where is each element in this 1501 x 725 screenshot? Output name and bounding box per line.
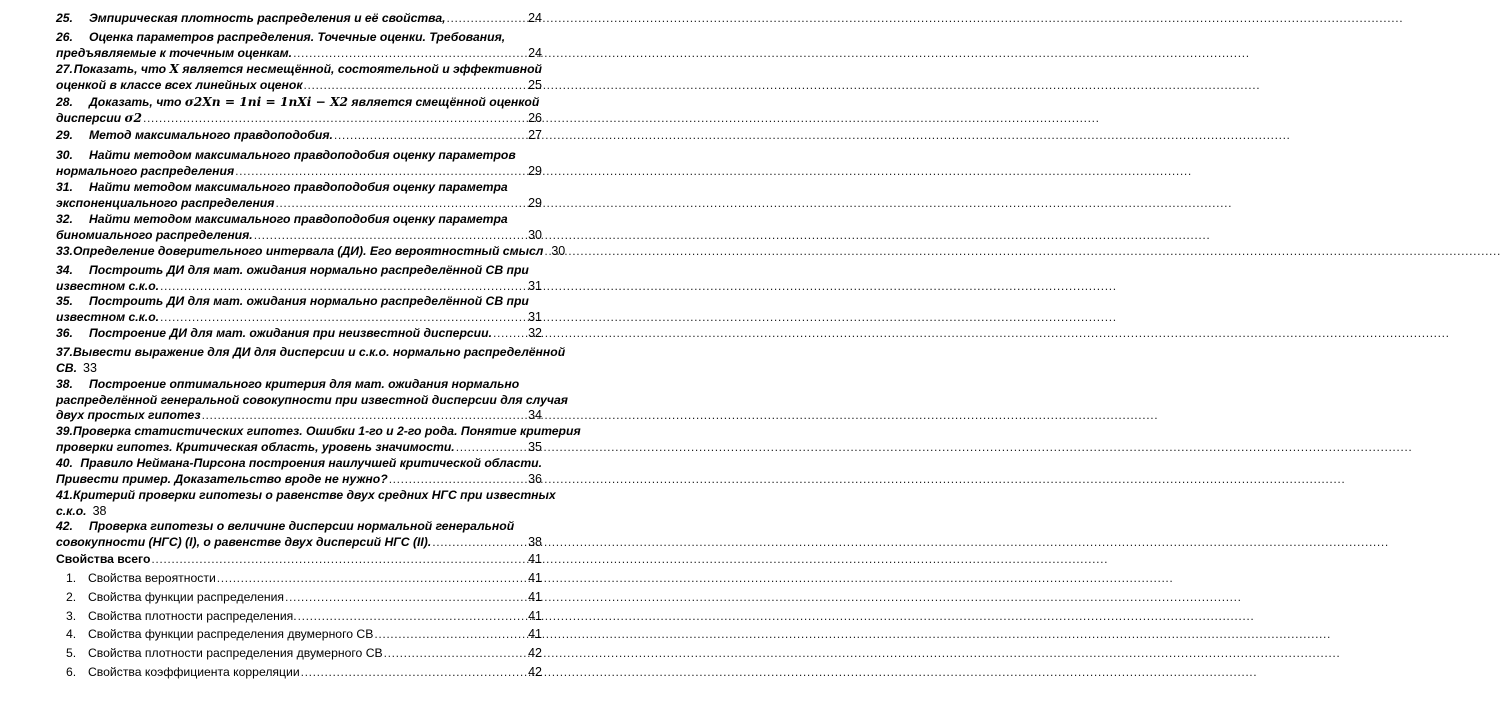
entry-title: Показать, что X является несмещённой, состоятельной и эффективной — [73, 62, 542, 76]
subitem-title: Свойства вероятности — [88, 571, 216, 585]
toc-entry-32[interactable] — [56, 212, 542, 243]
entry-title: Проверка гипотезы о величине дисперсии нормальной генеральной — [89, 519, 515, 533]
entry-page: 32 — [528, 326, 542, 340]
entry-title-cont: дисперсии σ2 — [56, 110, 142, 125]
entry-page: 35 — [528, 439, 542, 454]
entry-title-cont: распределённой генеральной совокупности при известной дисперсии для случая — [56, 392, 568, 407]
entry-title-cont: известном с.к.о. — [56, 309, 160, 324]
entry-page: 31 — [528, 309, 542, 324]
entry-number: 28. — [56, 95, 73, 109]
toc-entry-34[interactable] — [56, 263, 542, 294]
entry-number: 38. — [56, 377, 73, 391]
entry-title: Метод максимального правдоподобия. — [89, 128, 333, 142]
entry-title-cont: Привести пример. Доказательство вроде не нужно? — [56, 471, 388, 486]
entry-title-cont: предъявляемые к точечным оценкам. — [56, 45, 293, 60]
entry-page: 38 — [528, 534, 542, 549]
subitem-number: 1. — [66, 571, 77, 585]
subitem-page: 42 — [528, 646, 542, 660]
toc-entry-33[interactable] — [56, 244, 566, 260]
entry-title: Построение ДИ для мат. ожидания при неизвестной дисперсии. — [89, 326, 492, 340]
toc-subitem-5[interactable] — [66, 646, 542, 661]
toc-entry-28[interactable] — [56, 95, 542, 126]
toc-entry-29[interactable] — [56, 128, 542, 144]
subitem-title: Свойства функции распределения двумерного СВ — [88, 627, 374, 641]
entry-title-cont: совокупности (НГС) (I), о равенстве двух дисперсий НГС (II). — [56, 534, 432, 549]
entry-page: 29 — [528, 195, 542, 210]
toc-subitem-4[interactable] — [66, 627, 542, 642]
toc-entry-31[interactable] — [56, 180, 542, 211]
subitem-page: 41 — [528, 590, 542, 604]
toc-entry-37[interactable] — [56, 345, 566, 376]
entry-page: 36 — [528, 471, 542, 486]
toc-subitem-2[interactable] — [66, 590, 542, 605]
entry-title: Оценка параметров распределения. Точечные оценки. Требования, — [89, 30, 506, 44]
entry-page: 29 — [528, 163, 542, 178]
toc-entry-25[interactable] — [56, 11, 542, 27]
entry-page: 33 — [83, 360, 97, 375]
entry-number: 33. — [56, 244, 73, 258]
entry-title: Найти методом максимального правдоподобия оценку параметров — [89, 148, 516, 162]
entry-title-cont: нормального распределения — [56, 163, 235, 178]
entry-number: 29. — [56, 128, 73, 142]
entry-number: 27. — [56, 62, 73, 76]
math-variance-formula: σ2Xn = 1ni = 1nXi − X2 — [184, 95, 349, 109]
subitem-title: Свойства плотности распределения двумерного СВ — [88, 646, 383, 660]
entry-title: Вывести выражение для ДИ для дисперсии и с.к.о. нормально распределённой — [72, 345, 566, 359]
entry-number: 42. — [56, 519, 73, 533]
toc-subitem-3[interactable] — [66, 609, 542, 624]
entry-title-cont: проверки гипотез. Критическая область, уровень значимости. — [56, 439, 455, 454]
subitem-page: 41 — [528, 571, 542, 585]
toc-entry-27[interactable] — [56, 62, 542, 93]
toc-entry-39[interactable] — [56, 424, 581, 455]
toc-entry-42[interactable] — [56, 519, 542, 550]
entry-title-cont: с.к.о. — [56, 503, 87, 518]
math-x: X — [169, 62, 179, 76]
subitem-title: Свойства коэффициента корреляции — [88, 665, 300, 679]
subitem-page: 41 — [528, 627, 542, 641]
subitem-title: Свойства плотности распределения. — [88, 609, 297, 623]
entry-title: Определение доверительного интервала (ДИ). Его вероятностный смысл — [72, 244, 544, 258]
subitem-number: 6. — [66, 665, 77, 679]
entry-number: 31. — [56, 180, 73, 194]
toc-entry-26[interactable] — [56, 30, 542, 61]
toc-subitem-1[interactable] — [66, 571, 542, 586]
section-page: 41 — [528, 552, 542, 566]
section-title: Свойства всего — [56, 552, 151, 566]
entry-page: 34 — [528, 408, 542, 422]
entry-page: 38 — [92, 503, 107, 518]
entry-number: 37. — [56, 345, 73, 359]
toc-section-properties[interactable] — [56, 552, 542, 567]
toc-entry-38[interactable] — [56, 377, 568, 424]
entry-title: Правило Неймана-Пирсона построения наилучшей критической области. — [80, 456, 542, 470]
entry-number: 30. — [56, 148, 73, 162]
subitem-number: 4. — [66, 627, 77, 641]
entry-title: Проверка статистических гипотез. Ошибки 1-го и 2-го рода. Понятие критерия — [72, 424, 581, 438]
toc-entry-40[interactable] — [56, 456, 542, 487]
entry-number: 36. — [56, 326, 73, 340]
subitem-page: 42 — [528, 665, 542, 679]
subitem-title: Свойства функции распределения — [88, 590, 284, 604]
toc-entry-36[interactable] — [56, 326, 542, 342]
entry-page: 24 — [528, 11, 542, 25]
entry-number: 34. — [56, 263, 73, 277]
entry-page: 24 — [528, 45, 542, 60]
entry-title: Построение оптимального критерия для мат. ожидания нормально — [89, 377, 520, 391]
entry-title: Найти методом максимального правдоподобия оценку параметра — [89, 180, 508, 194]
toc-page — [0, 0, 610, 725]
entry-title: Найти методом максимального правдоподобия оценку параметра — [89, 212, 508, 226]
toc-entry-41[interactable] — [56, 488, 556, 519]
entry-number: 32. — [56, 212, 73, 226]
entry-title: Доказать, что σ2Xn = 1ni = 1nXi − X2 является смещённой оценкой — [89, 95, 540, 109]
subitem-number: 2. — [66, 590, 77, 604]
math-sigma2: σ2 — [124, 110, 142, 125]
toc-entry-35[interactable] — [56, 294, 542, 325]
entry-number: 25. — [56, 11, 73, 25]
entry-title-cont: СВ. — [56, 360, 77, 375]
subitem-number: 3. — [66, 609, 77, 623]
entry-page: 31 — [528, 278, 542, 293]
entry-page: 26 — [528, 110, 542, 125]
toc-entry-30[interactable] — [56, 148, 542, 179]
entry-page: 27 — [528, 128, 542, 142]
entry-number: 26. — [56, 30, 73, 44]
subitem-page: 41 — [528, 609, 542, 623]
entry-title-cont: биномиального распределения. — [56, 227, 253, 242]
entry-title-cont: оценкой в классе всех линейных оценок — [56, 77, 303, 92]
entry-title: Критерий проверки гипотезы о равенстве двух средних НГС при известных — [72, 488, 556, 502]
entry-page: 30 — [551, 244, 566, 258]
entry-number: 39. — [56, 424, 73, 438]
entry-title-cont: экспоненциального распределения — [56, 195, 275, 210]
entry-title: Построить ДИ для мат. ожидания нормально распределённой СВ при — [89, 263, 529, 277]
entry-number: 40. — [56, 456, 73, 470]
entry-number: 35. — [56, 294, 73, 308]
entry-page: 30 — [528, 227, 542, 242]
subitem-number: 5. — [66, 646, 77, 660]
entry-title: Построить ДИ для мат. ожидания нормально распределённой СВ при — [89, 294, 529, 308]
entry-title-cont: известном с.к.о. — [56, 278, 160, 293]
entry-page: 25 — [528, 77, 542, 92]
entry-title: Эмпирическая плотность распределения и её свойства, — [89, 11, 446, 25]
entry-title-cont: двух простых гипотез — [56, 408, 201, 422]
toc-subitem-6[interactable] — [66, 665, 542, 680]
entry-number: 41. — [56, 488, 73, 502]
